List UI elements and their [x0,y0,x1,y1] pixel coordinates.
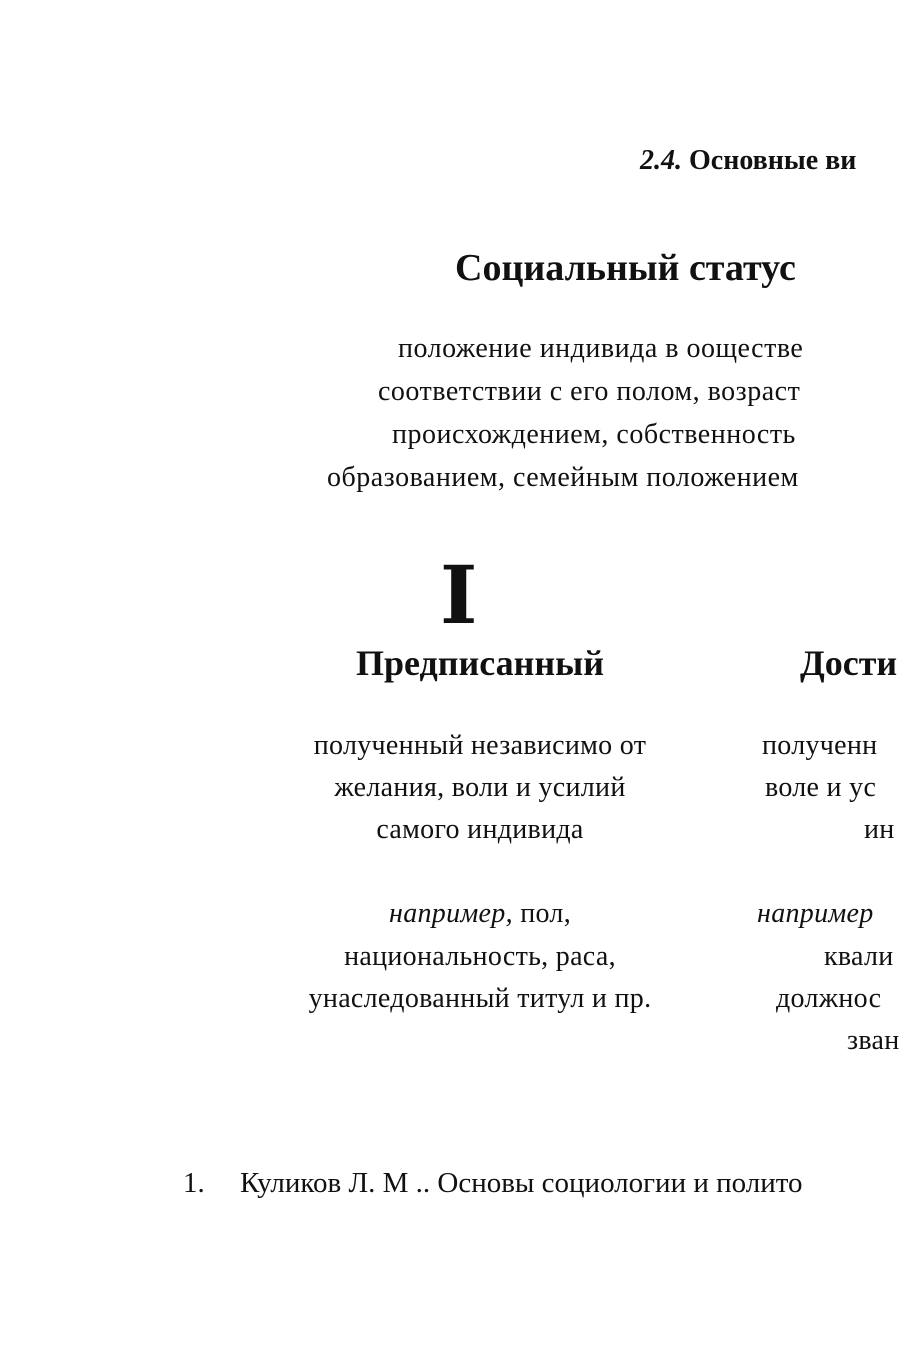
ascribed-example-line [255,898,705,930]
achieved-example-line: квали [824,941,894,972]
achieved-status-title: Дости [800,643,898,683]
example-label: например, [389,898,513,929]
achieved-example-line: должнос [776,983,882,1014]
reference-number: 1. [183,1167,205,1199]
definition-line: образованием, семейным положением [327,462,799,493]
achieved-description-line: полученн [762,730,878,761]
definition-line: положение индивида в ооществе [398,333,804,364]
ascribed-example-line: национальность, раса, [344,941,616,972]
achieved-example-label: например [757,898,874,929]
achieved-description-line: воле и ус [765,772,877,803]
achieved-description-line: ин [864,814,895,845]
roman-numeral: I [440,548,478,642]
ascribed-description-line: желания, воли и усилий [334,772,626,803]
reference-text: Куликов Л. М .. Основы социологии и полито [240,1167,803,1199]
ascribed-description-line: самого индивида [376,814,584,845]
section-header [640,145,856,177]
ascribed-example-line: унаследованный титул и пр. [308,983,652,1014]
page-title: Социальный статус [455,247,796,289]
definition-line: происхождением, собственность [392,419,796,450]
ascribed-status-title: Предписанный [356,643,604,683]
ascribed-description-line: полученный независимо от [313,730,647,761]
section-title: Основные ви [689,145,857,176]
section-number: 2.4. [640,145,682,176]
definition-line: соответствии с его полом, возраст [378,376,801,407]
achieved-example-line: зван [847,1025,900,1056]
example-text: пол, [520,898,571,929]
